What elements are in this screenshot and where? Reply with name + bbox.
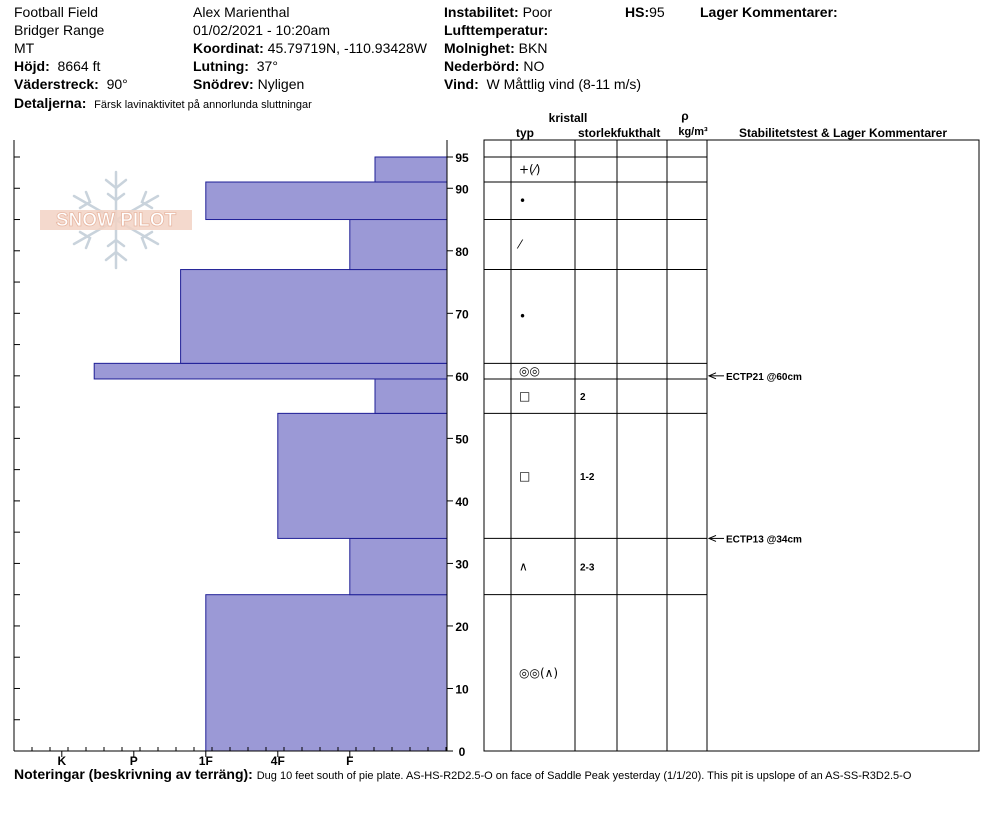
wind: Vind: W Måttlig vind (8-11 m/s) [444, 76, 642, 92]
details: Detaljerna: Färsk lavinaktivitet på annorlunda sluttningar [14, 95, 312, 111]
table-border [484, 140, 979, 751]
layer-symbols [516, 163, 595, 680]
location-name: Football Field [14, 4, 99, 20]
instability: Instabilitet: Poor [444, 4, 553, 20]
crystal-type-symbol: • [519, 309, 527, 324]
sky-cover: Molnighet: BKN [444, 40, 548, 56]
depth-tick-label: 40 [455, 494, 469, 509]
state-name: MT [14, 40, 35, 56]
crystal-type-symbol: ∧ [519, 559, 528, 574]
depth-tick-label: 10 [455, 682, 469, 697]
depth-tick-label: 60 [455, 369, 469, 384]
stability-test-label: ECTP21 @60cm [726, 371, 802, 383]
hardness-bar [350, 538, 447, 594]
aspect: Väderstreck: 90° [14, 76, 128, 92]
crystal-type-symbol: +(⁄) [519, 162, 541, 177]
hardness-bar [94, 363, 447, 379]
svg-text:SNOW PILOT: SNOW PILOT [55, 210, 177, 231]
stability-test-label: ECTP13 @34cm [726, 534, 802, 546]
hardness-tick-label: 4F [270, 754, 285, 768]
layer-comments-title: Lager Kommentarer: [700, 4, 838, 20]
hardness-bar [375, 157, 447, 182]
snow-height: HS:95 [625, 4, 665, 20]
depth-tick-label: 70 [455, 307, 469, 322]
notes: Noteringar (beskrivning av terräng): Dug 10 feet south of pie plate. AS-HS-R2D2.5-O on face of Saddle Peak yesterday (1/1/20). This pit is upslope of an AS-SS-R3D2.5-O [14, 766, 912, 782]
hardness-bar [375, 379, 447, 413]
density-unit-header: kg/m³ [678, 126, 708, 138]
observation-datetime: 01/02/2021 - 10:20am [193, 22, 330, 38]
hardness-bar [278, 413, 447, 538]
hardness-bar [350, 220, 447, 270]
hardness-bar [206, 595, 447, 751]
wind-loading: Snödrev: Nyligen [193, 76, 305, 92]
crystal-size-value: 1-2 [580, 471, 595, 483]
size-header: storlek [578, 126, 618, 140]
crystal-type-symbol: ◎◎(∧) [519, 665, 559, 680]
layer-table [484, 140, 979, 751]
air-temperature: Lufttemperatur: [444, 22, 549, 38]
range-name: Bridger Range [14, 22, 105, 38]
rho-header: ρ [681, 109, 689, 123]
depth-tick-label: 90 [455, 182, 469, 197]
hardness-tick-label: K [57, 754, 67, 768]
stability-header: Stabilitetstest & Lager Kommentarer [738, 126, 948, 140]
depth-tick-label: 95 [455, 151, 469, 165]
hardness-tick-label: F [346, 754, 354, 768]
depth-tick-label: 50 [455, 432, 469, 447]
depth-tick-label: 0 [458, 745, 466, 759]
hardness-tick-label: P [129, 754, 138, 768]
crystal-type-symbol: □ [519, 468, 531, 483]
crystal-size-value: 2-3 [580, 562, 595, 574]
crystal-type-symbol: • [519, 193, 527, 208]
hardness-bar [206, 182, 447, 220]
crystal-type-symbol: □ [519, 389, 531, 404]
hardness-bar [181, 270, 447, 364]
depth-tick-label: 30 [455, 557, 469, 572]
crystal-type-symbol: ⁄ [519, 237, 522, 252]
stability-tests [709, 372, 802, 546]
elevation: Höjd: 8664 ft [14, 58, 101, 74]
crystal-type-symbol: ◎◎ [519, 364, 540, 379]
depth-tick-label: 80 [455, 244, 469, 259]
depth-tick-label: 20 [455, 619, 469, 634]
hardness-tick-label: 1F [198, 754, 213, 768]
coordinates: Koordinat: 45.79719N, -110.93428W [193, 40, 427, 56]
type-header: typ [516, 126, 534, 140]
moisture-header: fukthalt [617, 126, 661, 140]
slope-angle: Lutning: 37° [193, 58, 278, 74]
crystal-header: kristall [548, 111, 588, 125]
hardness-bars [94, 157, 447, 751]
crystal-size-value: 2 [580, 392, 586, 404]
observer-name: Alex Marienthal [193, 4, 290, 20]
column-headers [516, 109, 947, 140]
precipitation: Nederbörd: NO [444, 58, 545, 74]
depth-axis [447, 151, 469, 759]
